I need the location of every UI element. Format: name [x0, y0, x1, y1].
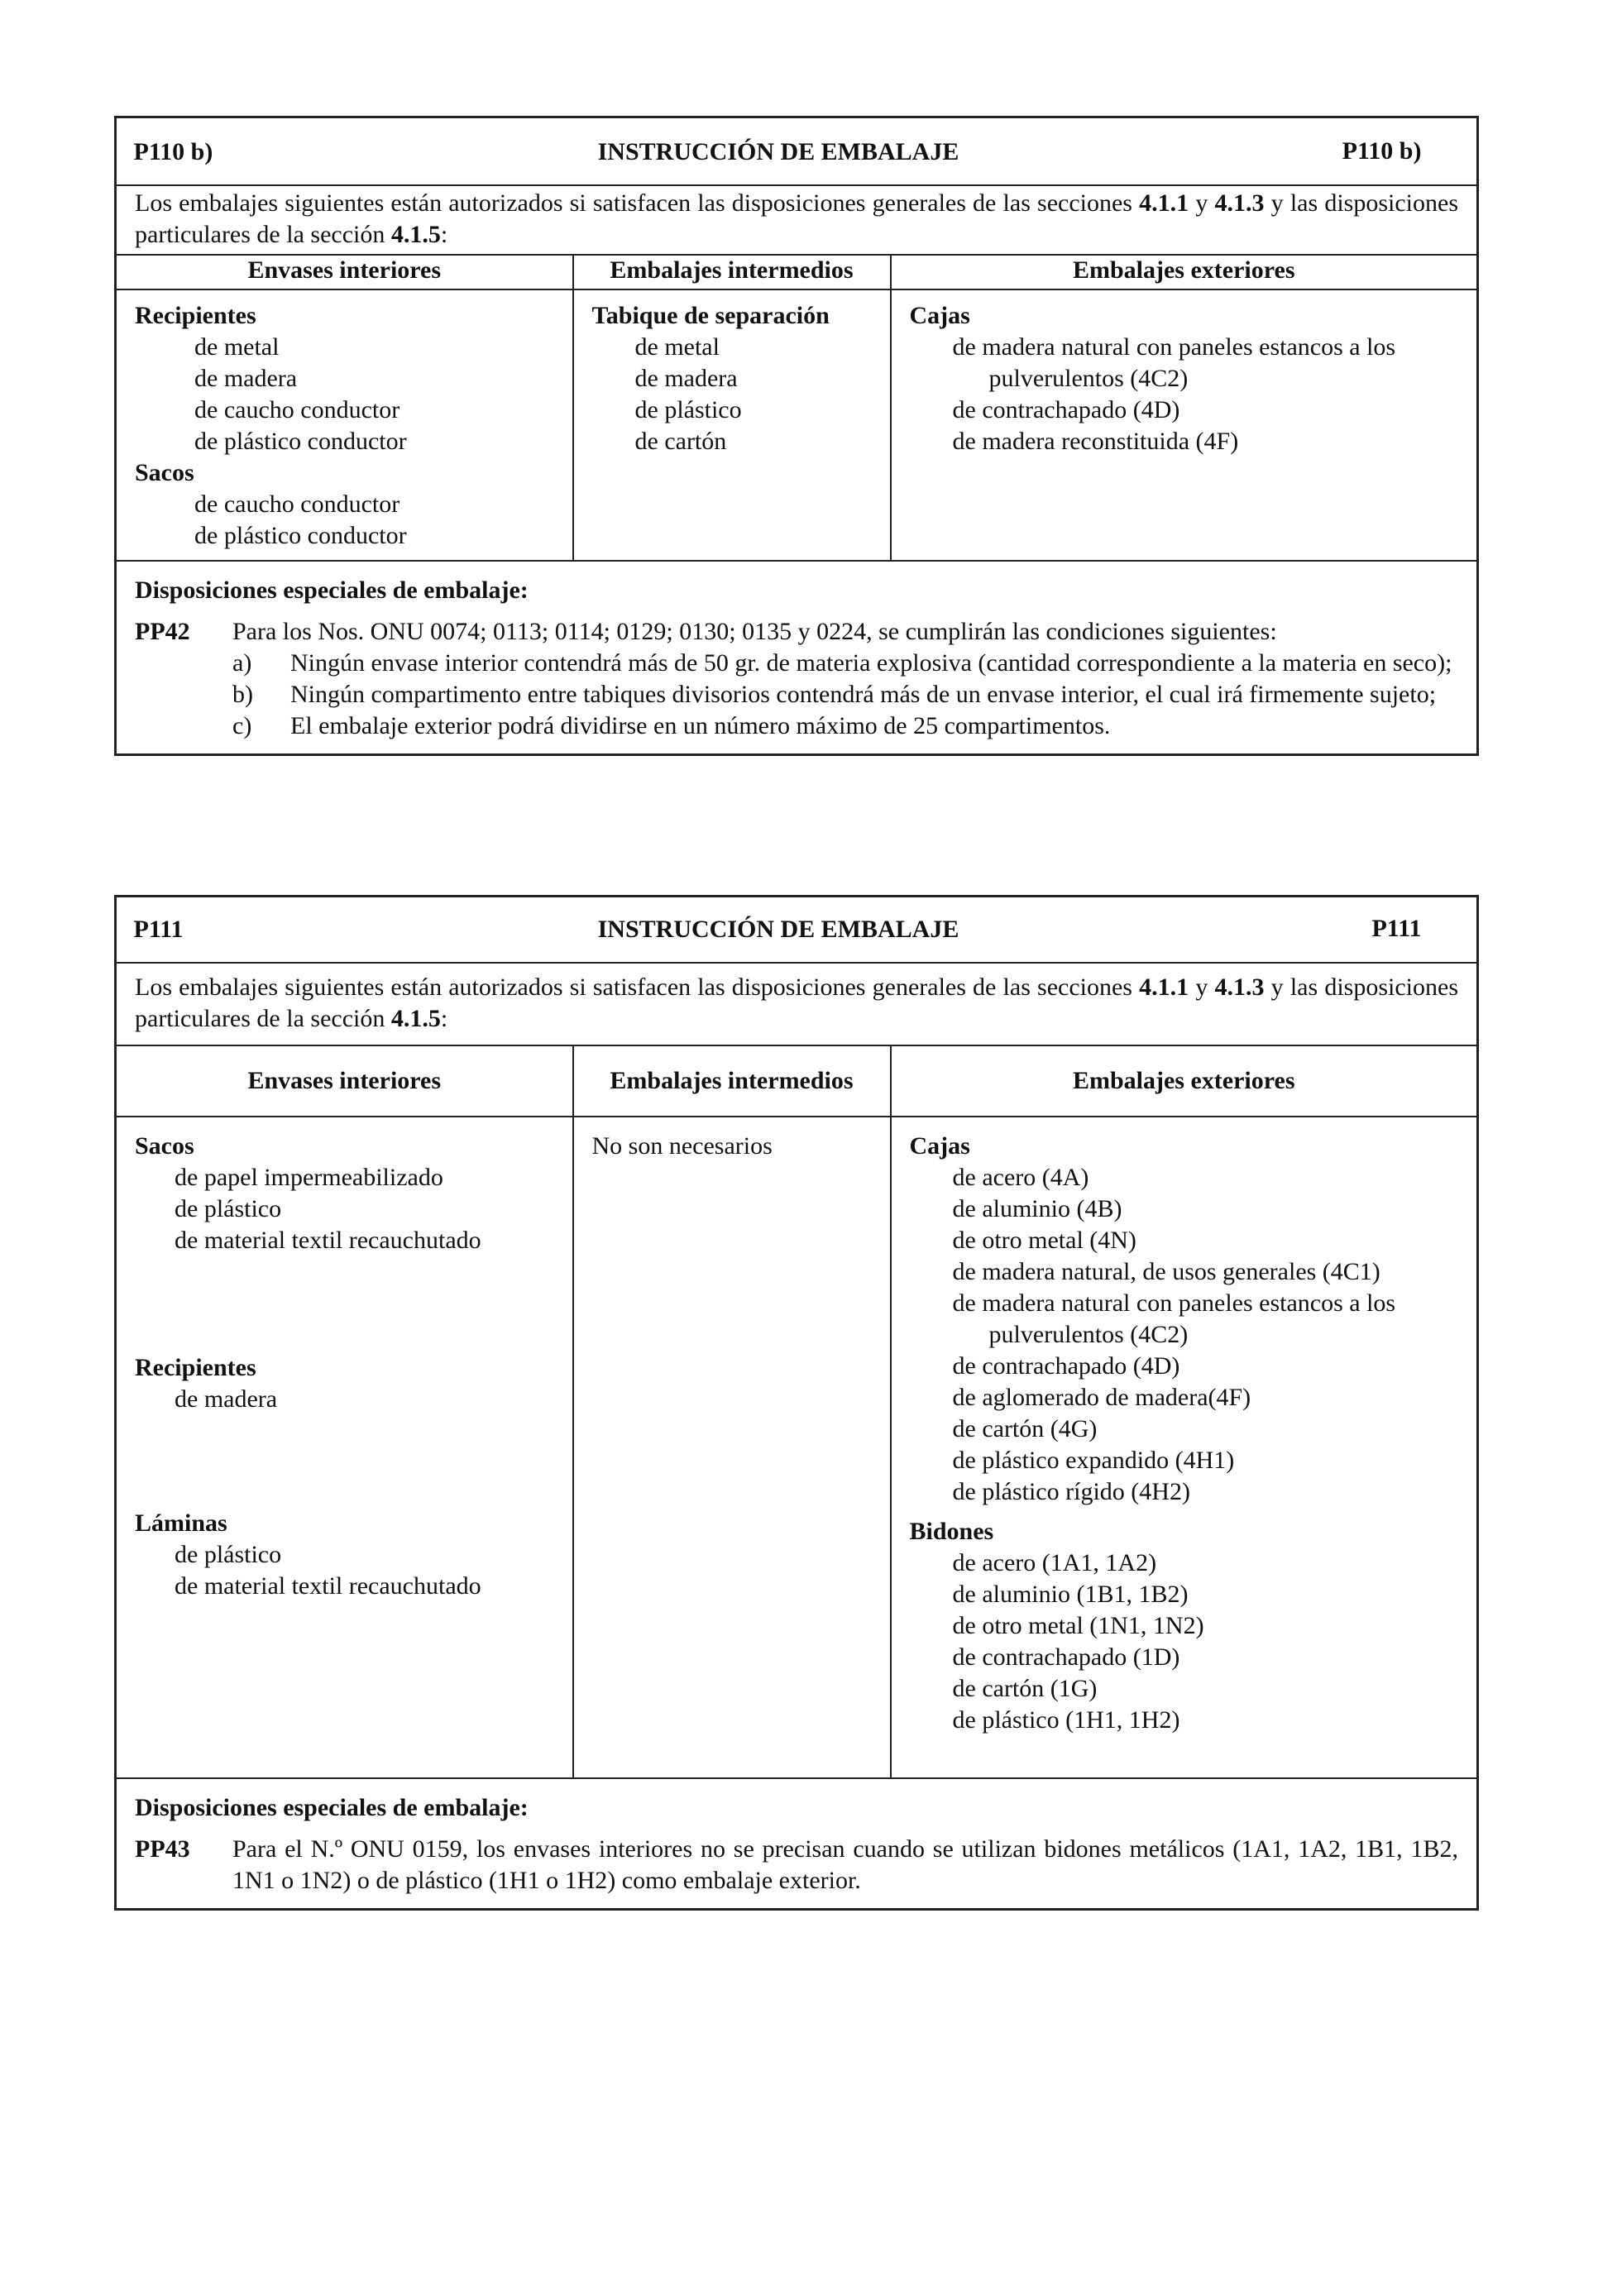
column-header-outer: Embalajes exteriores — [891, 255, 1478, 289]
intermediate-packaging-cell — [573, 289, 891, 561]
not-required-text: No son necesarios — [591, 1131, 773, 1160]
list-item: de contrachapado (4D) — [952, 395, 1180, 423]
list-item: de plástico expandido (4H1) — [952, 1446, 1235, 1474]
list-item: de material textil recauchutado — [175, 1226, 481, 1254]
list-item-continuation: pulverulentos (4C2) — [988, 1320, 1189, 1348]
inner-packaging-cell — [116, 1117, 573, 1778]
outer-packaging-cell — [891, 1117, 1478, 1778]
list-item: de cartón — [634, 427, 727, 455]
list-item: de material textil recauchutado — [175, 1571, 481, 1600]
list-item: de madera natural, de usos generales (4C1) — [952, 1257, 1380, 1285]
list-item: de plástico conductor — [194, 427, 407, 455]
list-item: de metal — [194, 332, 280, 361]
column-header-outer: Embalajes exteriores — [891, 1045, 1478, 1117]
column-header-row — [116, 1045, 1478, 1117]
subitem-label: c) — [232, 711, 252, 739]
provision-subitem — [232, 710, 1458, 742]
instruction-code-left: P111 — [133, 916, 184, 943]
list-item: de madera natural con paneles estancos a los — [952, 1289, 1396, 1317]
list-item: de madera reconstituida (4F) — [952, 427, 1239, 455]
packing-instruction-table-p111 — [114, 895, 1479, 1911]
list-item: de plástico conductor — [194, 521, 407, 549]
list-item: de otro metal (4N) — [952, 1226, 1136, 1254]
special-provisions-title: Disposiciones especiales de embalaje: — [135, 576, 529, 604]
intro-text: Los embalajes siguientes están autorizados si satisfacen las disposiciones generales de las secciones 4.1.1 y 4.1.3 y las disposiciones particulares de la sección 4.1.5: — [116, 963, 1478, 1045]
column-header-intermediate: Embalajes intermedios — [573, 1045, 891, 1117]
intermediate-packaging-cell — [573, 1117, 891, 1778]
intro-text: Los embalajes siguientes están autorizados si satisfacen las disposiciones generales de las secciones 4.1.1 y 4.1.3 y las disposiciones particulares de la sección 4.1.5: — [116, 185, 1478, 255]
outer-packaging-cell — [891, 289, 1478, 561]
column-header-inner: Envases interiores — [116, 1045, 573, 1117]
instruction-title: INSTRUCCIÓN DE EMBALAJE — [597, 138, 959, 165]
instruction-header — [116, 117, 1478, 185]
instruction-code-left: P110 b) — [133, 138, 213, 165]
list-item: de madera — [194, 364, 298, 392]
group-title: Cajas — [909, 1131, 970, 1160]
column-header-row — [116, 255, 1478, 289]
list-item-continuation: pulverulentos (4C2) — [988, 364, 1189, 392]
group-title: Láminas — [135, 1509, 227, 1537]
list-item: de cartón (1G) — [952, 1674, 1098, 1702]
list-item: de aluminio (1B1, 1B2) — [952, 1580, 1189, 1608]
instruction-header — [116, 897, 1478, 963]
subitem-label: b) — [232, 680, 253, 708]
packaging-row — [116, 1117, 1478, 1778]
list-item: de acero (1A1, 1A2) — [952, 1548, 1157, 1576]
provision-code: PP42 — [135, 617, 190, 645]
list-item: de plástico — [175, 1540, 282, 1568]
subitem-text: Ningún envase interior contendrá más de 50 gr. de materia explosiva (cantidad correspondiente a la materia en seco); — [290, 648, 1452, 677]
group-title: Tabique de separación — [591, 301, 830, 329]
list-item: de caucho conductor — [194, 395, 400, 423]
group-title: Sacos — [135, 1131, 194, 1160]
subitem-text: El embalaje exterior podrá dividirse en un número máximo de 25 compartimentos. — [290, 711, 1111, 739]
list-item: de madera — [175, 1385, 278, 1413]
inner-packaging-cell — [116, 289, 573, 561]
special-provisions-title: Disposiciones especiales de embalaje: — [135, 1793, 529, 1821]
provision-subitem — [232, 648, 1458, 679]
list-item: de plástico rígido (4H2) — [952, 1477, 1190, 1505]
list-item: de contrachapado (4D) — [952, 1351, 1180, 1380]
special-provisions-row — [116, 561, 1478, 755]
list-item: de metal — [634, 332, 720, 361]
list-item: de plástico — [634, 395, 742, 423]
provision-subitem — [232, 679, 1458, 710]
column-header-inner: Envases interiores — [116, 255, 573, 289]
subitem-text: Ningún compartimento entre tabiques divisorios contendrá más de un envase interior, el cual irá firmemente sujeto; — [290, 680, 1437, 708]
instruction-code-right: P110 b) — [1342, 136, 1422, 165]
provision-code: PP43 — [135, 1834, 190, 1863]
special-provisions-row — [116, 1778, 1478, 1910]
subitem-label: a) — [232, 648, 252, 677]
intro-row — [116, 963, 1478, 1045]
list-item: de madera — [634, 364, 738, 392]
packaging-row — [116, 289, 1478, 561]
list-item: de acero (4A) — [952, 1163, 1089, 1191]
group-title: Bidones — [909, 1517, 994, 1545]
list-item: de madera natural con paneles estancos a los — [952, 332, 1396, 361]
list-item: de caucho conductor — [194, 490, 400, 518]
group-title: Recipientes — [135, 1353, 256, 1381]
provision-text: Para los Nos. ONU 0074; 0113; 0114; 0129; 0130; 0135 y 0224, se cumplirán las condiciones siguientes: — [232, 617, 1277, 645]
packing-instruction-table-p110b — [114, 116, 1479, 756]
special-provision — [135, 616, 1458, 742]
special-provision — [135, 1834, 1458, 1897]
list-item: de contrachapado (1D) — [952, 1643, 1180, 1671]
list-item: de aluminio (4B) — [952, 1194, 1122, 1222]
instruction-code-right: P111 — [1371, 914, 1422, 942]
intro-row — [116, 185, 1478, 255]
list-item: de plástico — [175, 1194, 282, 1222]
group-title: Cajas — [909, 301, 970, 329]
instruction-title: INSTRUCCIÓN DE EMBALAJE — [597, 916, 959, 943]
list-item: de papel impermeabilizado — [175, 1163, 443, 1191]
list-item: de otro metal (1N1, 1N2) — [952, 1611, 1204, 1639]
list-item: de aglomerado de madera(4F) — [952, 1383, 1251, 1411]
list-item: de plástico (1H1, 1H2) — [952, 1705, 1180, 1734]
column-header-intermediate: Embalajes intermedios — [573, 255, 891, 289]
provision-text: Para el N.º ONU 0159, los envases interiores no se precisan cuando se utilizan bidones metálicos (1A1, 1A2, 1B1, 1B2, 1N1 o 1N2) o de plástico (1H1 o 1H2) como embalaje exterior. — [232, 1834, 1458, 1894]
group-title: Sacos — [135, 458, 194, 486]
group-title: Recipientes — [135, 301, 256, 329]
list-item: de cartón (4G) — [952, 1414, 1098, 1442]
